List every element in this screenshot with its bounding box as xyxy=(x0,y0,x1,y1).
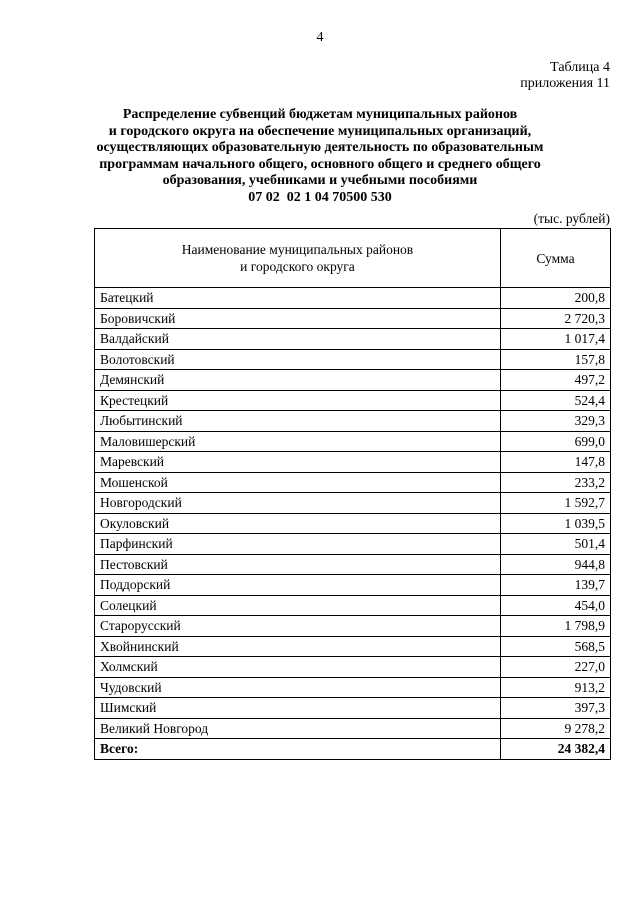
table-row xyxy=(95,452,611,473)
district-name-cell: Солецкий xyxy=(95,595,501,616)
district-name-cell: Валдайский xyxy=(95,329,501,350)
district-sum-cell: 1 592,7 xyxy=(501,493,611,514)
title-line-3: осуществляющих образовательную деятельность по образовательным xyxy=(96,140,544,155)
total-row xyxy=(95,739,611,760)
district-name-cell: Новгородский xyxy=(95,493,501,514)
district-name-cell: Холмский xyxy=(95,657,501,678)
district-name-cell: Демянский xyxy=(95,370,501,391)
district-sum-cell: 524,4 xyxy=(501,390,611,411)
title-line-4: программам начального общего, основного общего и среднего общего xyxy=(99,156,541,172)
table-row xyxy=(95,431,611,452)
district-sum-cell: 139,7 xyxy=(501,575,611,596)
table-row xyxy=(95,308,611,329)
district-sum-cell: 913,2 xyxy=(501,677,611,698)
district-name-cell: Окуловский xyxy=(95,513,501,534)
district-sum-cell: 227,0 xyxy=(501,657,611,678)
table-row xyxy=(95,657,611,678)
table-reference xyxy=(520,60,610,92)
district-name-cell: Великий Новгород xyxy=(95,718,501,739)
table-row xyxy=(95,636,611,657)
district-name-cell: Старорусский xyxy=(95,616,501,637)
district-sum-cell: 568,5 xyxy=(501,636,611,657)
district-sum-cell: 454,0 xyxy=(501,595,611,616)
district-sum-cell: 501,4 xyxy=(501,534,611,555)
table-row xyxy=(95,472,611,493)
district-sum-cell: 2 720,3 xyxy=(501,308,611,329)
table-row xyxy=(95,677,611,698)
table-row xyxy=(95,390,611,411)
district-name-cell: Батецкий xyxy=(95,288,501,309)
district-name-cell: Хвойнинский xyxy=(95,636,501,657)
title-line-1: Распределение субвенций бюджетам муниципальных районов xyxy=(122,107,518,122)
district-name-cell: Маловишерский xyxy=(95,431,501,452)
district-sum-cell: 699,0 xyxy=(501,431,611,452)
district-sum-cell: 147,8 xyxy=(501,452,611,473)
table-row xyxy=(95,370,611,391)
table-header-row xyxy=(95,229,611,288)
table-row xyxy=(95,698,611,719)
title-line-5: образования, учебниками и учебными пособиями xyxy=(162,173,478,188)
district-sum-cell: 944,8 xyxy=(501,554,611,575)
title-line-2: и городского округа на обеспечение муниципальных организаций, xyxy=(108,123,532,139)
district-name-cell: Мошенской xyxy=(95,472,501,493)
table-body xyxy=(95,288,611,739)
subsidy-table xyxy=(94,228,611,760)
district-name-cell: Крестецкий xyxy=(95,390,501,411)
table-row xyxy=(95,288,611,309)
district-sum-cell: 1 798,9 xyxy=(501,616,611,637)
table-row xyxy=(95,595,611,616)
header-name-column: Наименование муниципальных районов и городского округа xyxy=(95,229,501,288)
table-row xyxy=(95,513,611,534)
table-ref-line-1: Таблица 4 xyxy=(550,60,610,75)
table-row xyxy=(95,718,611,739)
district-name-cell: Волотовский xyxy=(95,349,501,370)
table-row xyxy=(95,411,611,432)
district-sum-cell: 497,2 xyxy=(501,370,611,391)
table-row xyxy=(95,554,611,575)
district-sum-cell: 397,3 xyxy=(501,698,611,719)
table-row xyxy=(95,329,611,350)
district-sum-cell: 200,8 xyxy=(501,288,611,309)
district-name-cell: Парфинский xyxy=(95,534,501,555)
district-name-cell: Поддорский xyxy=(95,575,501,596)
district-name-cell: Маревский xyxy=(95,452,501,473)
district-name-cell: Шимский xyxy=(95,698,501,719)
units-label: (тыс. рублей) xyxy=(533,211,610,226)
district-sum-cell: 157,8 xyxy=(501,349,611,370)
table-row xyxy=(95,349,611,370)
table-ref-line-2: приложения 11 xyxy=(520,76,610,91)
table-row xyxy=(95,493,611,514)
district-sum-cell: 233,2 xyxy=(501,472,611,493)
district-sum-cell: 329,3 xyxy=(501,411,611,432)
district-sum-cell: 1 039,5 xyxy=(501,513,611,534)
district-name-cell: Чудовский xyxy=(95,677,501,698)
district-sum-cell: 9 278,2 xyxy=(501,718,611,739)
page-number: 4 xyxy=(316,30,324,45)
table-row xyxy=(95,534,611,555)
total-sum: 24 382,4 xyxy=(501,739,611,760)
header-sum-column: Сумма xyxy=(501,229,611,288)
district-name-cell: Любытинский xyxy=(95,411,501,432)
table-row xyxy=(95,575,611,596)
table-row xyxy=(95,616,611,637)
total-label: Всего: xyxy=(95,739,501,760)
district-name-cell: Боровичский xyxy=(95,308,501,329)
district-sum-cell: 1 017,4 xyxy=(501,329,611,350)
district-name-cell: Пестовский xyxy=(95,554,501,575)
document-title xyxy=(60,107,580,206)
budget-code: 07 02 02 1 04 70500 530 xyxy=(248,189,392,205)
